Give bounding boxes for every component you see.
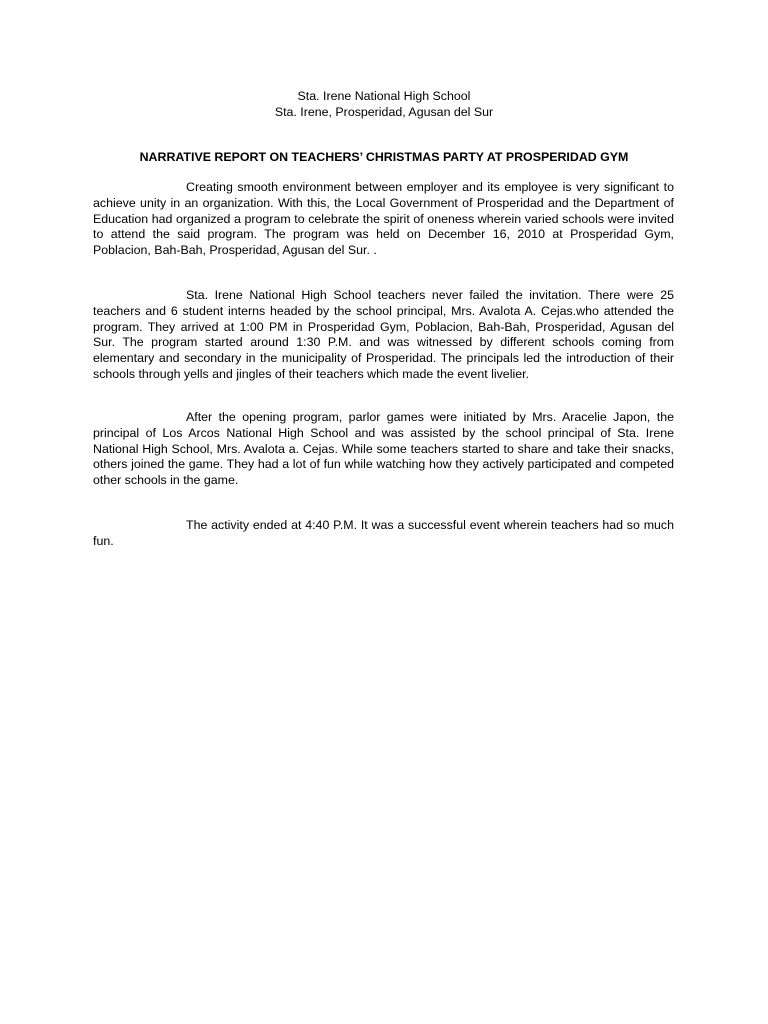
paragraph-1 xyxy=(93,180,674,259)
school-name: Sta. Irene National High School xyxy=(297,89,471,103)
report-title: NARRATIVE REPORT ON TEACHERS’ CHRISTMAS PARTY AT PROSPERIDAD GYM xyxy=(139,150,629,164)
paragraph-2 xyxy=(93,288,674,383)
paragraph-4 xyxy=(93,518,674,550)
school-address: Sta. Irene, Prosperidad, Agusan del Sur xyxy=(274,105,494,119)
paragraph-1-text: Creating smooth environment between employer and its employee is very significant to achieve unity in an organization. With this, the Local Government of Prosperidad and the Department of Education had organized a program to celebrate the spirit of oneness wherein varied schools were invited to attend the said program. The program was held on December 16, 2010 at Prosperidad Gym, Poblacion, Bah-Bah, Prosperidad, Agusan del Sur. . xyxy=(93,180,674,258)
paragraph-2-text: Sta. Irene National High School teachers never failed the invitation. There were 25 teachers and 6 student interns headed by the school principal, Mrs. Avalota A. Cejas.who attended the program. They arrived at 1:00 PM in Prosperidad Gym, Poblacion, Bah-Bah, Prosperidad, Agusan del Sur. The program started around 1:30 P.M. and was witnessed by different schools coming from elementary and secondary in the municipality of Prosperidad. The principals led the introduction of their schools through yells and jingles of their teachers which made the event livelier. xyxy=(93,288,674,381)
paragraph-4-text: The activity ended at 4:40 P.M. It was a successful event wherein teachers had so much fun. xyxy=(93,518,674,548)
document-header xyxy=(0,88,768,120)
paragraph-3-text: After the opening program, parlor games were initiated by Mrs. Aracelie Japon, the principal of Los Arcos National High School and was assisted by the school principal of Sta. Irene National High School, Mrs. Avalota a. Cejas. While some teachers started to share and take their snacks, others joined the game. They had a lot of fun while watching how they actively participated and competed other schools in the game. xyxy=(93,410,674,488)
paragraph-3 xyxy=(93,410,674,489)
